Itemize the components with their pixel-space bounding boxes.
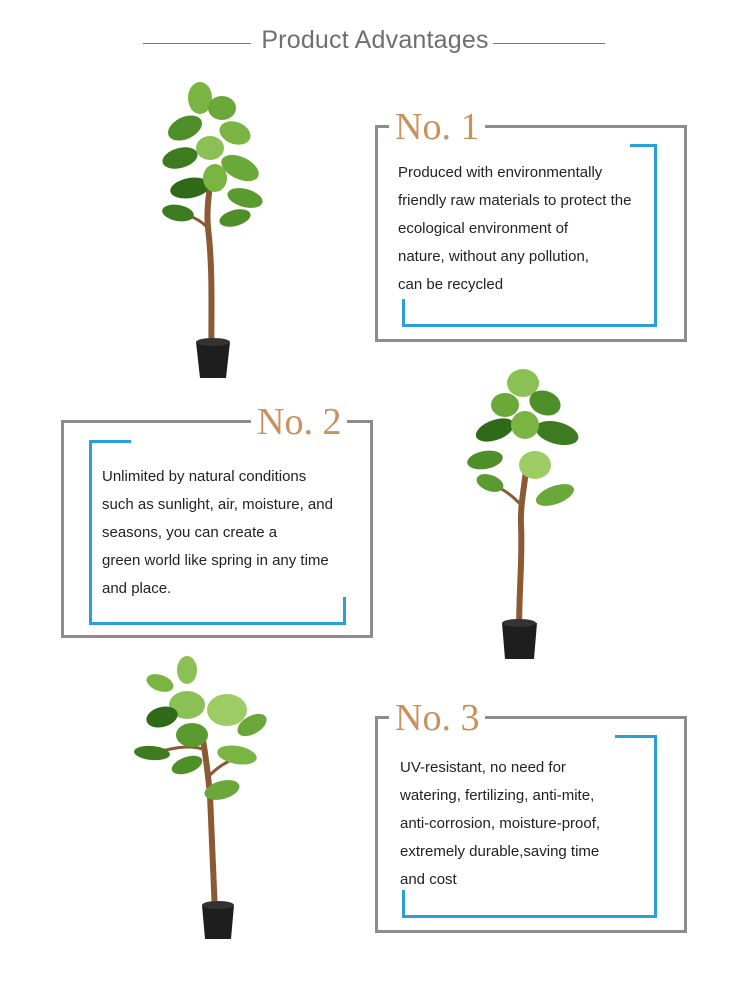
description-line: UV-resistant, no need for — [400, 759, 566, 776]
description-line: friendly raw materials to protect the — [398, 192, 632, 209]
description-line: Produced with environmentally — [398, 164, 603, 181]
blue-accent-left — [402, 299, 405, 327]
description-line: watering, fertilizing, anti-mite, — [400, 787, 595, 804]
description-line: and cost — [400, 871, 457, 888]
blue-accent-top — [615, 735, 657, 738]
label-prefix: No. — [395, 106, 451, 148]
blue-accent-bottom — [89, 622, 346, 625]
description-line: and place. — [102, 580, 172, 597]
label-number: 3 — [460, 697, 480, 739]
header-divider-right — [493, 43, 605, 44]
section-header — [0, 22, 750, 62]
blue-accent-right — [343, 597, 346, 625]
card-description — [400, 754, 600, 894]
description-line: such as sunlight, air, moisture, and — [102, 496, 333, 513]
blue-accent-left — [89, 440, 92, 625]
blue-accent-bottom — [402, 915, 657, 918]
description-line: can be recycled — [398, 276, 504, 293]
label-prefix: No. — [395, 697, 451, 739]
plant-image-2 — [465, 365, 590, 663]
advantage-card-1 — [375, 105, 687, 342]
card-number-label — [389, 696, 485, 740]
description-line: seasons, you can create a — [102, 524, 278, 541]
blue-accent-right — [654, 735, 657, 918]
description-line: nature, without any pollution, — [398, 248, 589, 265]
description-line: extremely durable,saving time — [400, 843, 600, 860]
label-number: 1 — [460, 106, 480, 148]
description-line: Unlimited by natural conditions — [102, 468, 307, 485]
blue-accent-bottom — [402, 324, 657, 327]
blue-accent-right — [654, 144, 657, 327]
description-line: ecological environment of — [398, 220, 569, 237]
plant-image-3 — [132, 655, 272, 943]
blue-accent-left — [402, 890, 405, 918]
blue-accent-top — [630, 144, 657, 147]
blue-accent-top — [89, 440, 131, 443]
card-description — [102, 463, 333, 603]
description-line: green world like spring in any time — [102, 552, 329, 569]
plant-image-1 — [150, 78, 280, 380]
description-line: anti-corrosion, moisture-proof, — [400, 815, 601, 832]
label-prefix: No. — [257, 401, 313, 443]
advantage-card-3 — [375, 696, 687, 933]
card-description — [398, 159, 631, 299]
card-number-label — [251, 400, 347, 444]
card-number-label — [389, 105, 485, 149]
label-number: 2 — [322, 401, 342, 443]
section-title: Product Advantages — [261, 26, 489, 54]
advantage-card-2 — [61, 400, 373, 638]
